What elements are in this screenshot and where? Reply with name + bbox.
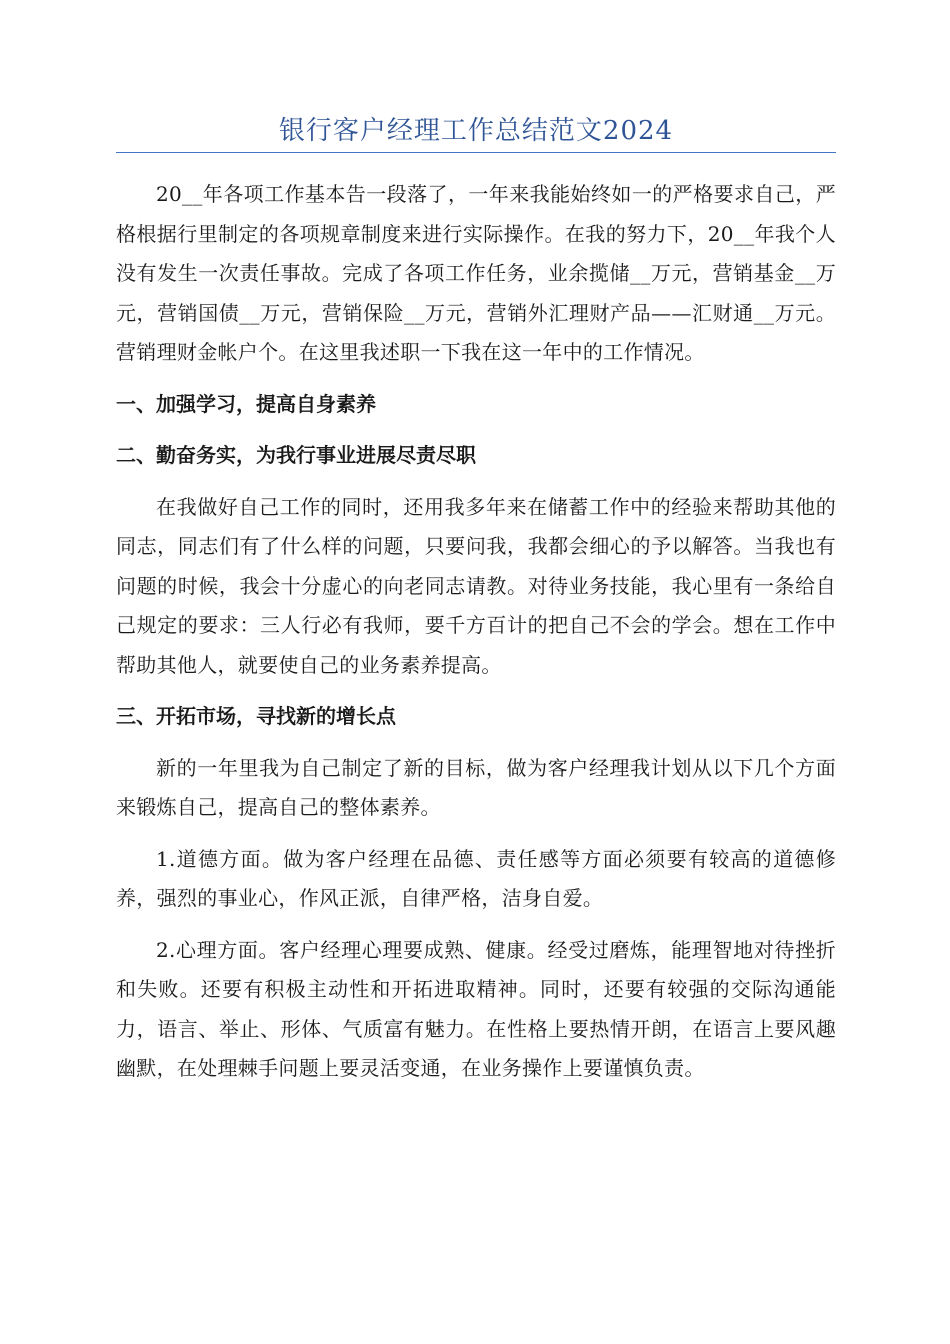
document-title: 银行客户经理工作总结范文2024 <box>278 116 674 146</box>
document-page <box>116 112 836 1101</box>
section-heading-1: 一、加强学习，提高自身素养 <box>116 391 376 416</box>
paragraph-intro: 20__年各项工作基本告一段落了，一年来我能始终如一的严格要求自己，严格根据行里制定的各项规章制度来进行实际操作。在我的努力下，20__年我个人没有发生一次责任事故。完成了各项工作任务，业余揽储__万元，营销基金__万元，营销国债__万元，营销保险__万元，营销外汇理财产品——汇财通__万元。营销理财金帐户个。在这里我述职一下我在这一年中的工作情况。 <box>116 182 836 364</box>
section-heading-3: 三、开拓市场，寻找新的增长点 <box>116 704 396 728</box>
paragraph-item-1: 1.道德方面。做为客户经理在品德、责任感等方面必须要有较高的道德修养，强烈的事业心，作风正派，自律严格，洁身自爱。 <box>116 846 836 910</box>
section-heading-2: 二、勤奋务实，为我行事业进展尽责尽职 <box>116 443 476 467</box>
paragraph-item-2: 2.心理方面。客户经理心理要成熟、健康。经受过磨炼，能理智地对待挫折和失败。还要有积极主动性和开拓进取精神。同时，还要有较强的交际沟通能力，语言、举止、形体、气质富有魅力。在性格上要热情开朗，在语言上要风趣幽默，在处理棘手问题上要灵活变通，在业务操作上要谨慎负责。 <box>116 937 836 1080</box>
paragraph-section-2: 在我做好自己工作的同时，还用我多年来在储蓄工作中的经验来帮助其他的同志，同志们有了什么样的问题，只要问我，我都会细心的予以解答。当我也有问题的时候，我会十分虚心的向老同志请教。对待业务技能，我心里有一条给自己规定的要求：三人行必有我师，要千方百计的把自己不会的学会。想在工作中帮助其他人，就要使自己的业务素养提高。 <box>116 494 836 677</box>
title-underline <box>116 152 836 153</box>
paragraph-section-3: 新的一年里我为自己制定了新的目标，做为客户经理我计划从以下几个方面来锻炼自己，提高自己的整体素养。 <box>116 755 836 819</box>
